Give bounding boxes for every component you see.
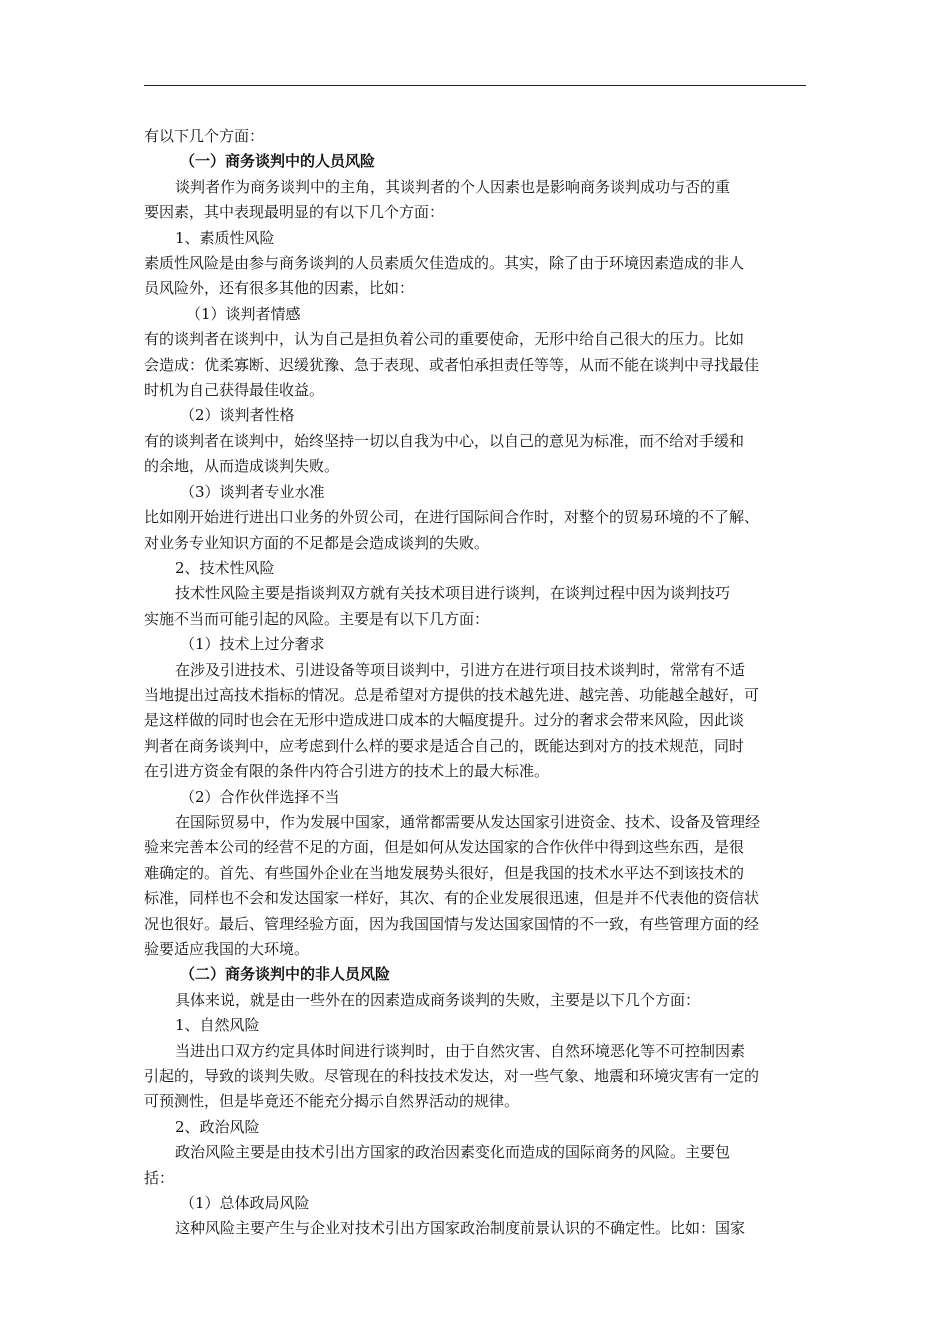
section-heading: （二）商务谈判中的非人员风险	[180, 965, 391, 984]
subheading: 1、素质性风险	[175, 228, 275, 247]
subheading: （1）技术上过分奢求	[180, 635, 325, 654]
paragraph: 标准，同样也不会和发达国家一样好，其次、有的企业发展很迅速，但是并不代表他的资信状	[144, 889, 760, 908]
paragraph: 谈判者作为商务谈判中的主角，其谈判者的个人因素也是影响商务谈判成功与否的重	[175, 177, 731, 196]
paragraph: 有以下几个方面：	[144, 127, 265, 145]
paragraph: 有的谈判者在谈判中，始终坚持一切以自我为中心，以自己的意见为标准，而不给对手缓和	[144, 431, 745, 450]
paragraph: 在国际贸易中，作为发展中国家，通常都需要从发达国家引进资金、技术、设备及管理经	[175, 812, 761, 831]
subheading: （1）谈判者情感	[186, 304, 301, 323]
paragraph: 实施不当而可能引起的风险。主要是有以下几方面：	[144, 609, 490, 628]
subheading: 1、自然风险	[175, 1016, 260, 1035]
paragraph: 引起的，导致的谈判失败。尽管现在的科技技术发达，对一些气象、地震和环境灾害有一定的	[144, 1067, 760, 1086]
paragraph: 有的谈判者在谈判中，认为自己是担负着公司的重要使命，无形中给自己很大的压力。比如	[144, 330, 745, 349]
paragraph: 难确定的。首先、有些国外企业在当地发展势头很好，但是我国的技术水平达不到该技术的	[144, 863, 745, 882]
section-heading: （一）商务谈判中的人员风险	[180, 152, 376, 171]
paragraph: 在引进方资金有限的条件内符合引进方的技术上的最大标准。	[144, 762, 550, 781]
subheading: （2）合作伙伴选择不当	[180, 787, 340, 806]
subheading: 2、政治风险	[175, 1117, 260, 1136]
paragraph: 这种风险主要产生与企业对技术引出方国家政治制度前景认识的不确定性。比如：国家	[175, 1219, 746, 1238]
subheading: （3）谈判者专业水准	[180, 482, 325, 501]
paragraph: 对业务专业知识方面的不足都是会造成谈判的失败。	[144, 533, 490, 552]
paragraph: 素质性风险是由参与商务谈判的人员素质欠佳造成的。其实，除了由于环境因素造成的非人	[144, 254, 745, 273]
subheading: 2、技术性风险	[175, 558, 275, 577]
paragraph: 当地提出过高技术指标的情况。总是希望对方提供的技术越先进、越完善、功能越全越好，可	[144, 685, 760, 704]
paragraph: 政治风险主要是由技术引出方国家的政治因素变化而造成的国际商务的风险。主要包	[175, 1143, 731, 1162]
paragraph: 的余地，从而造成谈判失败。	[144, 457, 340, 476]
header-rule	[144, 85, 806, 86]
paragraph: 要因素，其中表现最明显的有以下几个方面：	[144, 203, 445, 222]
paragraph: 括：	[144, 1168, 175, 1187]
paragraph: 在涉及引进技术、引进设备等项目谈判中，引进方在进行项目技术谈判时，常常有不适	[175, 660, 746, 679]
paragraph: 会造成：优柔寡断、迟缓犹豫、急于表现、或者怕承担责任等等，从而不能在谈判中寻找最佳	[144, 355, 760, 374]
paragraph: 况也很好。最后、管理经验方面，因为我国国情与发达国家国情的不一致，有些管理方面的经	[144, 914, 760, 933]
subheading: （2）谈判者性格	[180, 406, 295, 425]
paragraph: 比如刚开始进行进出口业务的外贸公司，在进行国际间合作时，对整个的贸易环境的不了解、	[144, 508, 760, 527]
paragraph: 是这样做的同时也会在无形中造成进口成本的大幅度提升。过分的奢求会带来风险，因此谈	[144, 711, 745, 730]
subheading: （1）总体政局风险	[180, 1194, 310, 1213]
paragraph: 技术性风险主要是指谈判双方就有关技术项目进行谈判，在谈判过程中因为谈判技巧	[175, 584, 731, 603]
paragraph: 当进出口双方约定具体时间进行谈判时，由于自然灾害、自然环境恶化等不可控制因素	[175, 1041, 746, 1060]
paragraph: 可预测性，但是毕竟还不能充分揭示自然界活动的规律。	[144, 1092, 520, 1111]
paragraph: 验要适应我国的大环境。	[144, 940, 310, 958]
paragraph: 员风险外，还有很多其他的因素，比如：	[144, 279, 415, 298]
paragraph: 判者在商务谈判中，应考虑到什么样的要求是适合自己的，既能达到对方的技术规范，同时	[144, 736, 745, 755]
paragraph: 具体来说，就是由一些外在的因素造成商务谈判的失败，主要是以下几个方面：	[175, 990, 701, 1009]
paragraph: 时机为自己获得最佳收益。	[144, 381, 325, 400]
paragraph: 验来完善本公司的经营不足的方面，但是如何从发达国家的合作伙伴中得到这些东西，是很	[144, 838, 745, 857]
document-body	[144, 124, 808, 1242]
